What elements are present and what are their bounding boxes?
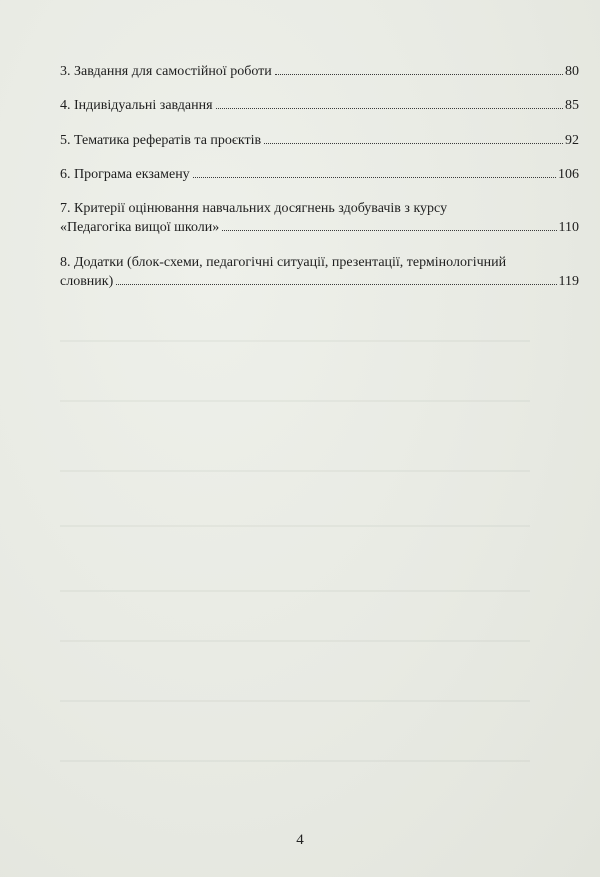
toc-entry-page: 110 [558,220,579,235]
toc-entry [60,165,579,184]
toc-leader-dots [216,107,563,109]
toc-leader-dots [222,229,556,231]
bleed-through-line [60,400,530,402]
bleed-through-line [60,760,530,762]
toc-entry [60,199,579,237]
bleed-through-line [60,470,530,472]
toc-entry-title: 3. Завдання для самостійної роботи [60,64,272,79]
toc-entry [60,253,579,291]
bleed-through-line [60,640,530,642]
toc-entry-page: 119 [558,274,579,289]
toc-entry-title: 4. Індивідуальні завдання [60,98,213,113]
toc-entry-title-line1: 7. Критерії оцінювання навчальних досягнень здобувачів з курсу [60,201,448,216]
bleed-through-line [60,700,530,702]
toc-entry-title: 5. Тематика рефератів та проєктів [60,133,262,148]
bleed-through-line [60,340,530,342]
toc-entry-page: 92 [565,133,579,148]
toc-entry [60,62,579,81]
toc-entry-title-line1: 8. Додатки (блок-схеми, педагогічні ситуації, презентації, термінологічний [60,255,507,270]
toc-leader-dots [264,142,563,144]
toc-entry-title-line2: «Педагогіка вищої школи» [60,220,220,235]
toc-entry-title: 6. Програма екзамену [60,167,190,182]
toc-entry-title-line2: словник) [60,274,114,289]
toc-entry-page: 85 [565,98,579,113]
page-number: 4 [296,832,304,848]
toc-entry-page: 106 [558,167,579,182]
toc-entry [60,131,579,150]
toc-leader-dots [193,176,556,178]
toc-entry-page: 80 [565,64,579,79]
bleed-through-line [60,590,530,592]
toc-entry [60,96,579,115]
bleed-through-line [60,525,530,527]
toc-leader-dots [275,73,563,75]
toc-leader-dots [116,283,556,285]
